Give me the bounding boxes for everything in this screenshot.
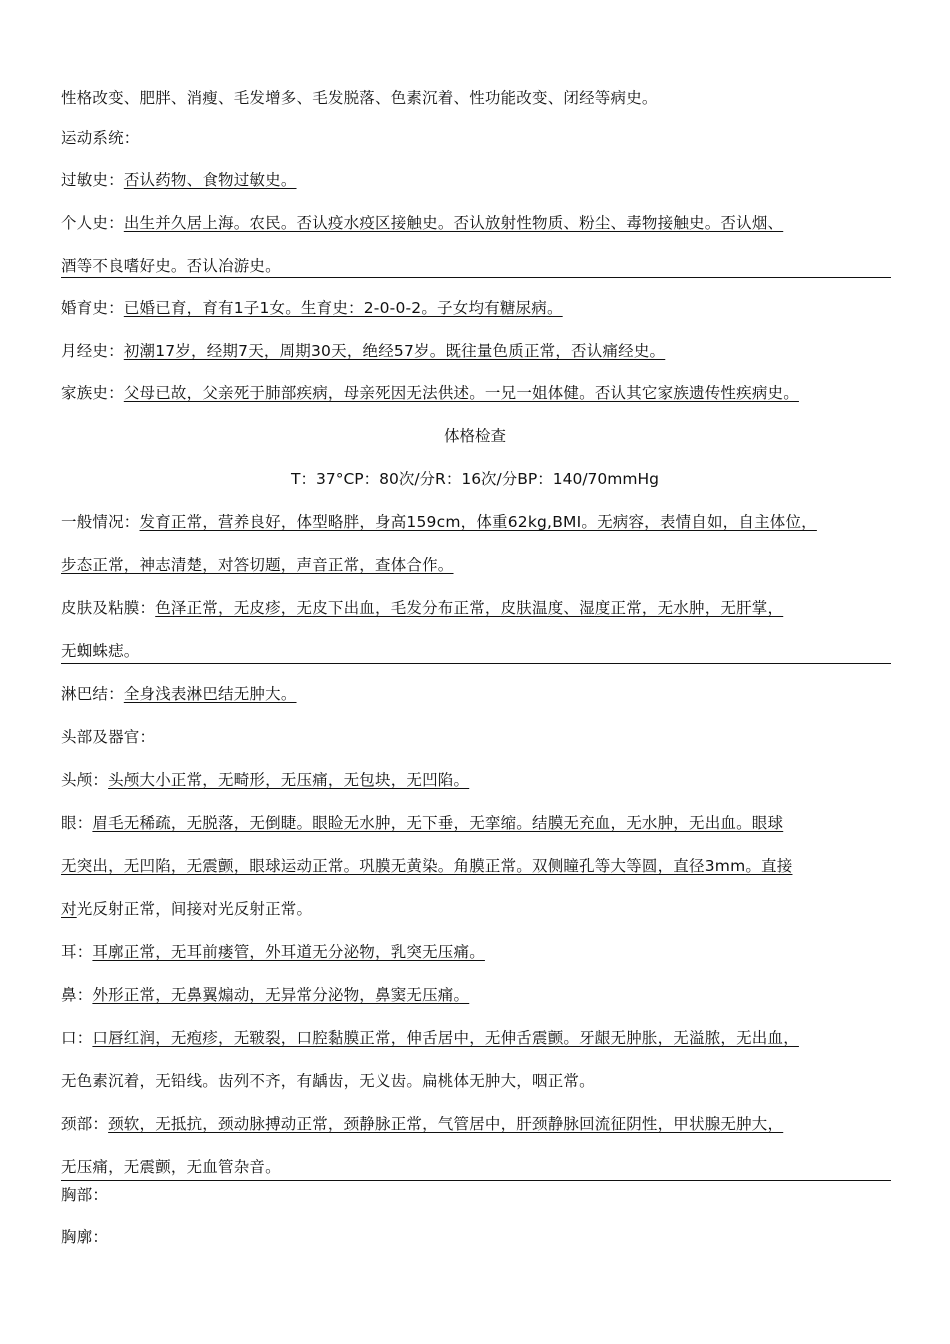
skin-text: 色泽正常，无皮疹，无皮下出血，毛发分布正常，皮肤温度、湿度正常，无水肿，无肝掌， <box>155 599 784 617</box>
section-motor-system: 运动系统： <box>61 129 140 147</box>
mouth-label: 口： <box>61 1029 93 1047</box>
eyes-text: 眉毛无稀疏，无脱落，无倒睫。眼睑无水肿，无下垂，无挛缩。结膜无充血，无水肿，无出血。眼球 <box>92 814 784 832</box>
personal-history <box>61 213 783 233</box>
section-head-organs: 头部及器官： <box>61 728 156 746</box>
text-line-history: 性格改变、肥胖、消瘦、毛发增多、毛发脱落、色素沉着、性功能改变、闭经等病史。 <box>61 89 658 107</box>
neck <box>61 1114 783 1134</box>
lymph-text: 全身浅表淋巴结无肿大。 <box>123 685 297 703</box>
divider <box>61 663 891 664</box>
marital-history <box>61 298 563 318</box>
mouth <box>61 1028 799 1048</box>
marital-label: 婚育史： <box>61 299 124 317</box>
general-label: 一般情况： <box>61 513 140 531</box>
general-condition-cont: 步态正常，神志清楚，对答切题，声音正常，查体合作。 <box>61 556 454 574</box>
skull-text: 头颅大小正常，无畸形，无压痛，无包块，无凹陷。 <box>108 771 470 789</box>
skin-mucosa <box>61 598 783 618</box>
menstrual-label: 月经史： <box>61 342 124 360</box>
vital-signs: T：37°CP：80次/分R：16次/分BP：140/70mmHg <box>291 470 659 488</box>
family-label: 家族史： <box>61 384 124 402</box>
ears-label: 耳： <box>61 943 93 961</box>
personal-history-cont: 酒等不良嗜好史。否认冶游史。 <box>61 257 281 275</box>
skull <box>61 770 469 790</box>
mouth-text: 口唇红润，无疱疹，无皲裂，口腔黏膜正常，伸舌居中，无伸舌震颤。牙龈无肿胀，无溢脓，无出血， <box>92 1029 799 1047</box>
lymph-nodes <box>61 684 297 704</box>
ears-text: 耳廓正常，无耳前瘘管，外耳道无分泌物，乳突无压痛。 <box>92 943 485 961</box>
divider <box>61 1180 891 1181</box>
neck-label: 颈部： <box>61 1115 109 1133</box>
skin-mucosa-cont: 无蜘蛛痣。 <box>61 642 140 660</box>
eyes-cont: 无突出，无凹陷，无震颤，眼球运动正常。巩膜无黄染。角膜正常。双侧瞳孔等大等圆，直径3mm。直接 <box>61 857 793 875</box>
eyes-cont-2: 对光反射正常，间接对光反射正常。 <box>61 900 313 918</box>
mouth-cont: 无色素沉着，无铅线。齿列不齐，有龋齿，无义齿。扁桃体无肿大，咽正常。 <box>61 1072 595 1090</box>
neck-text: 颈软，无抵抗，颈动脉搏动正常，颈静脉正常，气管居中，肝颈静脉回流征阴性，甲状腺无肿大， <box>108 1115 784 1133</box>
section-thorax: 胸廓： <box>61 1228 109 1246</box>
divider <box>61 277 891 278</box>
family-text: 父母已故，父亲死于肺部疾病，母亲死因无法供述。一兄一姐体健。否认其它家族遗传性疾病史。 <box>123 384 799 402</box>
menstrual-history <box>61 341 665 361</box>
personal-text: 出生并久居上海。农民。否认疫水疫区接触史。否认放射性物质、粉尘、毒物接触史。否认烟、 <box>123 214 784 232</box>
nose <box>61 985 469 1005</box>
family-history <box>61 383 799 403</box>
skull-label: 头颅： <box>61 771 109 789</box>
neck-cont: 无压痛，无震颤，无血管杂音。 <box>61 1158 281 1176</box>
personal-label: 个人史： <box>61 214 124 232</box>
lymph-label: 淋巴结： <box>61 685 124 703</box>
general-text: 发育正常，营养良好，体型略胖，身高159cm，体重62kg,BMI。无病容，表情自如，自主体位， <box>139 513 817 531</box>
allergy-label: 过敏史： <box>61 171 124 189</box>
allergy-text: 否认药物、食物过敏史。 <box>123 171 297 189</box>
allergy-history <box>61 170 297 190</box>
menstrual-text: 初潮17岁，经期7天，周期30天，绝经57岁。既往量色质正常，否认痛经史。 <box>123 342 666 360</box>
skin-label: 皮肤及粘膜： <box>61 599 156 617</box>
marital-text: 已婚已育，育有1子1女。生育史：2-0-0-2。子女均有糖尿病。 <box>123 299 563 317</box>
section-chest: 胸部： <box>61 1186 109 1204</box>
eyes <box>61 813 783 833</box>
general-condition <box>61 512 817 532</box>
nose-label: 鼻： <box>61 986 93 1004</box>
eyes-label: 眼： <box>61 814 93 832</box>
section-heading-physical-exam: 体格检查 <box>443 427 506 445</box>
nose-text: 外形正常，无鼻翼煽动，无异常分泌物，鼻窦无压痛。 <box>92 986 470 1004</box>
ears <box>61 942 485 962</box>
